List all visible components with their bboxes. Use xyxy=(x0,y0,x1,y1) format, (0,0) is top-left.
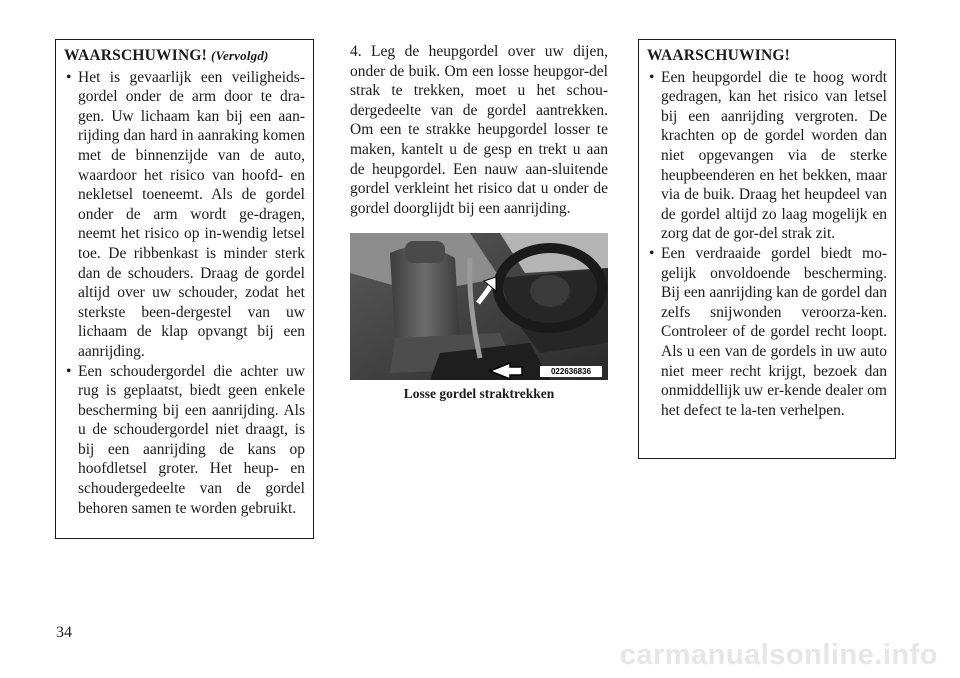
warning-title-text: WAARSCHUWING! xyxy=(647,47,790,64)
instruction-paragraph: 4. Leg de heupgordel over uw dijen, onder de buik. Om een losse heupgor-del strak te trekken, moet u het schou-dergedeelte van de gordel aantrekken. Om een te strakke heupgordel losser te maken, kantelt u de gesp en trekt u aan de heupgordel. Een nauw aan-sluitende gordel verkleint het risico dat u onder de gordel doorglijdt bij een aanrijding. xyxy=(350,43,608,217)
warning-continued-label: (Vervolgd) xyxy=(210,48,269,63)
warning-item: • Een heupgordel die te hoog wordt gedragen, kan het risico van letsel bij een aanrijding vergroten. De krachten op de gordel worden dan niet opgevangen via de sterke heupbeenderen en het bekken, maar via de buik. Draag het heupdeel van de gordel altijd zo laag mogelijk en zorg dat de gor-del strak zit. xyxy=(647,68,887,244)
warning-title xyxy=(647,46,887,66)
warning-box-left xyxy=(55,39,314,539)
page-number: 34 xyxy=(56,624,72,641)
warning-item: • Een schoudergordel die achter uw rug is geplaatst, biedt geen enkele bescherming bij een aanrijding. Als u de schoudergordel niet draagt, is bij een aanrijding de kans op hoofdletsel groter. Het heup- en schoudergedeelte van de gordel behoren samen te worden gebruikt. xyxy=(64,362,305,519)
warning-title xyxy=(64,46,305,66)
photo-caption: Losse gordel straktrekken xyxy=(403,386,555,401)
warning-box-right xyxy=(638,39,896,459)
warning-item: • Een verdraaide gordel biedt mo-gelijk onvoldoende bescherming. Bij een aanrijding kan de gordel dan zelfs snijwonden veroorza-ken. Controleer of de gordel recht loopt. Als u een van de gordels in uw auto niet meer recht krijgt, bezoek dan onmiddellijk uw er-kende dealer om het defect te la-ten verhelpen. xyxy=(647,244,887,420)
watermark-text: carmanualsonline.info xyxy=(619,639,938,671)
seatbelt-photo xyxy=(350,233,608,380)
instruction-step xyxy=(350,42,608,218)
warning-item: • Het is gevaarlijk een veiligheids-gordel onder de arm door te dra-gen. Uw lichaam kan bij een aan-rijding dan hard in aanraking komen met de binnenzijde van de auto, waardoor het risico van hoofd- en nekletsel toeneemt. Als de gordel onder de arm wordt ge-dragen, neemt het risico op in-wendig letsel toe. De ribbenkast is minder sterk dan de schouders. Draag de gordel altijd over uw schouder, zodat het sterkste been-dergestel van uw lichaam de klap opvangt bij een aanrijding. xyxy=(64,68,305,362)
warning-title-text: WAARSCHUWING! xyxy=(64,47,207,64)
warning-list xyxy=(647,68,887,421)
warning-list xyxy=(64,68,305,519)
image-code-label: 022636836 xyxy=(550,367,592,376)
